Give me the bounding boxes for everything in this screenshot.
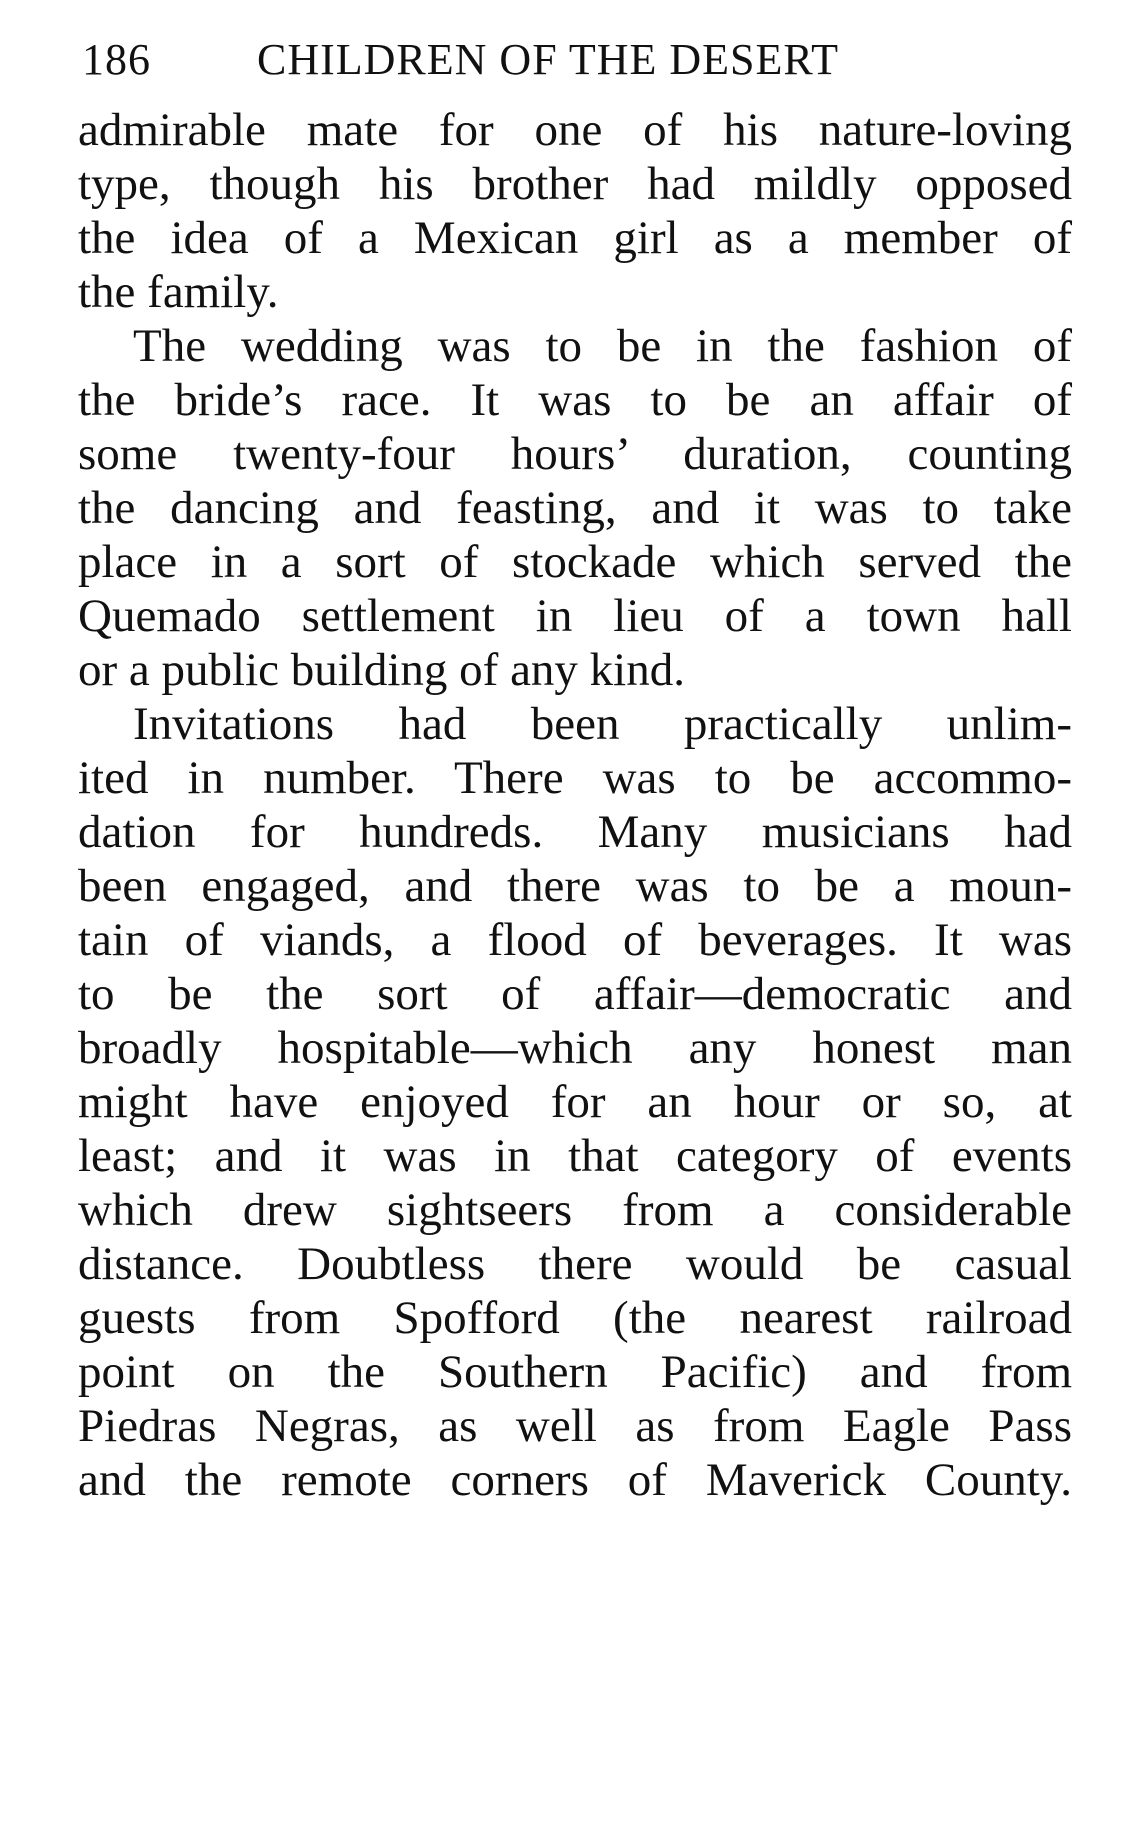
page-number: 186: [82, 35, 151, 84]
text-line: the bride’s race. It was to be an affair of: [78, 374, 1072, 426]
text-line: point on the Southern Pacific) and from: [78, 1346, 1072, 1398]
text-line: admirable mate for one of his nature-loving: [78, 104, 1072, 156]
text-line: or a public building of any kind.: [78, 644, 685, 696]
text-line: which drew sightseers from a considerable: [78, 1184, 1072, 1236]
text-line: the idea of a Mexican girl as a member of: [78, 212, 1072, 264]
text-line: Quemado settlement in lieu of a town hall: [78, 590, 1072, 642]
text-line: been engaged, and there was to be a moun-: [78, 860, 1072, 912]
text-line: dation for hundreds. Many musicians had: [78, 806, 1072, 858]
text-line: The wedding was to be in the fashion of: [133, 320, 1072, 372]
running-head: [82, 30, 1072, 90]
text-line: guests from Spofford (the nearest railroad: [78, 1292, 1072, 1344]
text-line: some twenty-four hours’ duration, counting: [78, 428, 1072, 480]
text-line: broadly hospitable—which any honest man: [78, 1022, 1072, 1074]
text-line: Piedras Negras, as well as from Eagle Pass: [78, 1400, 1072, 1452]
text-line: least; and it was in that category of events: [78, 1130, 1072, 1182]
text-line: place in a sort of stockade which served the: [78, 536, 1072, 588]
text-line: distance. Doubtless there would be casual: [78, 1238, 1072, 1290]
text-line: to be the sort of affair—democratic and: [78, 968, 1072, 1020]
text-line: the family.: [78, 266, 279, 318]
text-line: ited in number. There was to be accommo-: [78, 752, 1072, 804]
running-title: CHILDREN OF THE DESERT: [257, 35, 839, 84]
text-line: Invitations had been practically unlim-: [133, 698, 1072, 750]
text-line: the dancing and feasting, and it was to take: [78, 482, 1072, 534]
text-line: and the remote corners of Maverick County.: [78, 1454, 1072, 1506]
text-line: tain of viands, a flood of beverages. It was: [78, 914, 1072, 966]
text-line: type, though his brother had mildly opposed: [78, 158, 1072, 210]
text-line: might have enjoyed for an hour or so, at: [78, 1076, 1072, 1128]
